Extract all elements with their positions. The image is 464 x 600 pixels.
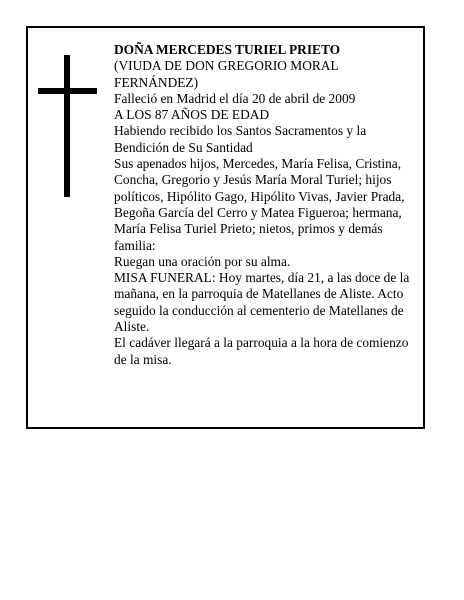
obituary-notice xyxy=(26,26,425,429)
family-paragraph: Sus apenados hijos, Mercedes, María Felisa, Cristina, Concha, Gregorio y Jesús María Moral Turiel; hijos políticos, Hipólito Gago, Hipólito Vivas, Javier Prada, Begoña García del Cerro y Matea Figueroa; hermana, María Felisa Turiel Prieto; nietos, primos y demás familia: xyxy=(114,156,405,253)
notice-text xyxy=(114,42,420,368)
age-line: A LOS 87 AÑOS DE EDAD xyxy=(114,107,270,123)
sacraments-line: Habiendo recibido los Santos Sacramentos y la Bendición de Su Santidad xyxy=(114,123,367,155)
cross-horizontal-bar xyxy=(38,88,97,94)
prayer-line: Ruegan una oración por su alma. xyxy=(114,253,291,269)
funeral-paragraph: MISA FUNERAL: Hoy martes, día 21, a las doce de la mañana, en la parroquia de Matellanes de Aliste. Acto seguido la conducción al cementerio de Matellanes de Aliste. xyxy=(114,270,410,335)
death-line: Falleció en Madrid el día 20 de abril de 2009 xyxy=(114,90,356,106)
deceased-name: DOÑA MERCEDES TURIEL PRIETO xyxy=(114,42,341,57)
widow-of: (VIUDA DE DON GREGORIO MORAL FERNÁNDEZ) xyxy=(114,58,339,90)
cross-vertical-bar xyxy=(64,55,70,197)
cross-icon xyxy=(38,55,97,197)
arrival-line: El cadáver llegará a la parroquia a la hora de comienzo de la misa. xyxy=(114,335,409,367)
